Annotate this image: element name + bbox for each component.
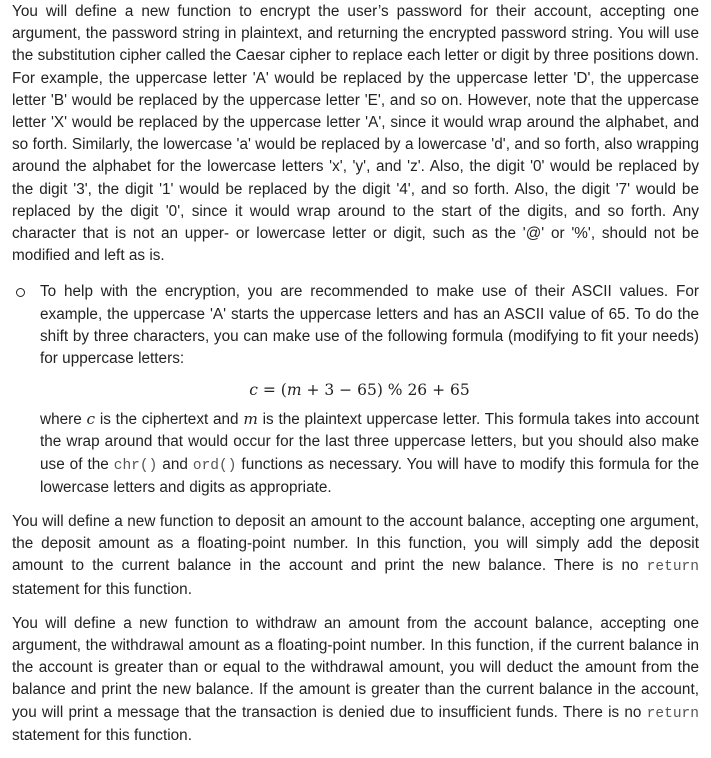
caesar-formula [40, 376, 699, 404]
formula-open-paren: ( [280, 381, 287, 400]
code-return-deposit: return [646, 559, 699, 576]
hollow-bullet-icon [16, 288, 25, 297]
encryption-hint-bullet [12, 281, 699, 499]
formula-var-m: m [286, 381, 302, 400]
formula-rest: + 3 − 65) % 26 + 65 [301, 381, 470, 400]
ascii-hint-text: To help with the encryption, you are recommended to make use of their ASCII values. For example, the uppercase 'A' starts the uppercase letters and has an ASCII value of 65. To do the shift by three characters, you can make use of the following formula (modifying to fit your needs) for uppercase letters: [40, 283, 699, 368]
explanation-part4: and [157, 455, 193, 473]
withdraw-function-paragraph [12, 613, 699, 747]
var-m: m [243, 410, 258, 429]
explanation-part1: where [40, 411, 87, 429]
explanation-part5: functions as necessary. You will have to modify this formula for the lowercase letters and digits as appropriate. [40, 455, 700, 496]
code-chr: chr() [113, 457, 158, 474]
deposit-function-paragraph [12, 511, 699, 601]
deposit-text-2: statement for this function. [12, 580, 192, 598]
formula-lhs: c [249, 381, 258, 400]
code-return-withdraw: return [646, 705, 699, 722]
withdraw-text-2: statement for this function. [12, 726, 192, 744]
encrypt-function-paragraph: You will define a new function to encrypt the user’s password for their account, accepting one argument, the password string in plaintext, and returning the encrypted password string. You will use the substitution cipher called the Caesar cipher to replace each letter or digit by three positions down. For example, the uppercase letter 'A' would be replaced by the uppercase letter 'D', the uppercase letter 'B' would be replaced by the uppercase letter 'E', and so on. However, note that the uppercase letter 'X' would be replaced by the uppercase letter 'A', since it would wrap around the alphabet, and so forth. Similarly, the lowercase 'a' would be replaced by a lowercase 'd', and so forth, also wrapping around the alphabet for the lowercase letters 'x', 'y', and 'z'. Also, the digit '0' would be replaced by the digit '3', the digit '1' would be replaced by the digit '4', and so forth. Also, the digit '7' would be replaced by the digit '0', since it would wrap around to the start of the digits, and so forth. Any character that is not an upper- or lowercase letter or digit, such as the '@' or '%', should not be modified and left as is. [12, 3, 699, 265]
explanation-part3: is the plaintext uppercase letter. This formula takes into account the wrap around that would occur for the last three uppercase letters, but you should also make use of the [40, 411, 699, 473]
var-c: c [86, 410, 96, 429]
code-ord: ord() [192, 457, 237, 474]
formula-equals: = [257, 381, 281, 400]
formula-explanation [40, 408, 699, 499]
deposit-text-1: You will define a new function to deposit an amount to the account balance, accepting one argument, the deposit amount as a floating-point number. In this function, you will simply add the deposit amount to the current balance in the account and print the new balance. There is no [12, 513, 699, 575]
explanation-part2: is the ciphertext and [95, 411, 244, 429]
withdraw-text-1: You will define a new function to withdraw an amount from the account balance, accepting one argument, the withdrawal amount as a floating-point number. In this function, if the current balance in the account is greater than or equal to the withdrawal amount, you will deduct the amount from the balance and print the new balance. If the amount is greater than the current balance in the account, you will print a message that the transaction is denied due to insufficient funds. There is no [12, 614, 699, 721]
document-page [0, 1, 711, 747]
